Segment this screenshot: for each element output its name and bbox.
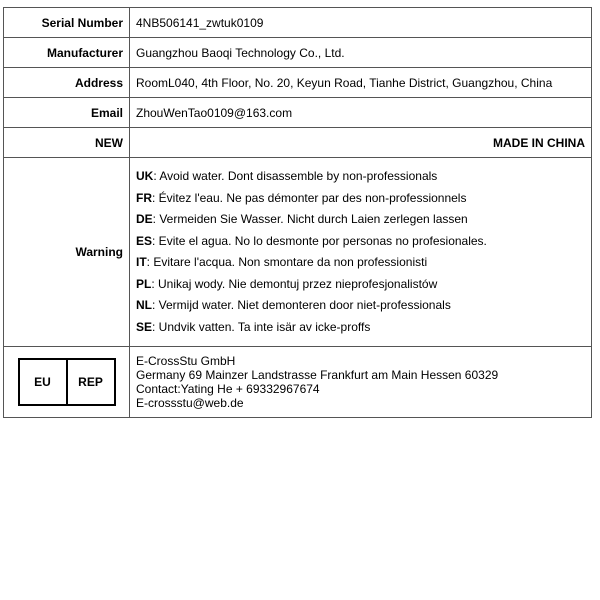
condition-label: NEW [4,128,130,158]
warning-text: : Évitez l'eau. Ne pas démonter par des non-professionnels [152,190,467,205]
warning-text: : Vermijd water. Niet demonteren door niet-professionals [152,298,451,312]
lang-code: DE [136,212,153,226]
manufacturer-value: Guangzhou Baoqi Technology Co., Ltd. [130,38,592,68]
lang-code: NL [136,298,152,312]
lang-code: IT [136,255,147,269]
email-row [4,98,592,128]
warning-line-pl [136,274,585,296]
lang-code: ES [136,233,153,248]
lang-code: FR [136,190,152,205]
warning-line-de [136,209,585,231]
email-value: ZhouWenTao0109@163.com [130,98,592,128]
warning-line-fr [136,188,585,210]
warning-line-es [136,231,585,253]
serial-number-row [4,8,592,38]
warning-line-se [136,317,585,339]
eu-symbol-text: EU [34,375,51,389]
manufacturer-row [4,38,592,68]
eu-rep-symbol-cell [4,347,130,418]
address-value: RoomL040, 4th Floor, No. 20, Keyun Road, Tianhe District, Guangzhou, China [130,68,592,98]
condition-row [4,128,592,158]
address-label: Address [4,68,130,98]
eu-rep-company: E-CrossStu GmbH [136,354,236,368]
eu-rep-address: Germany 69 Mainzer Landstrasse Frankfurt am Main Hessen 60329 [136,368,499,382]
lang-code: PL [136,276,152,291]
warning-text: : Avoid water. Dont disassemble by non-professionals [153,169,438,183]
eu-rep-details [130,347,592,418]
warning-line-it [136,252,585,274]
address-row [4,68,592,98]
warning-text: : Undvik vatten. Ta inte isär av icke-proffs [152,319,371,334]
email-label: Email [4,98,130,128]
warning-line-nl [136,295,585,317]
warning-text-block [130,158,592,347]
serial-number-value: 4NB506141_zwtuk0109 [130,8,592,38]
eu-rep-row [4,347,592,418]
rep-symbol-text: REP [66,360,114,404]
product-label-table [3,7,592,418]
eu-rep-contact: Contact:Yating He + 69332967674 [136,382,320,396]
lang-code: UK [136,169,154,183]
lang-code: SE [136,319,153,334]
warning-line-uk [136,166,585,188]
origin-value: MADE IN CHINA [130,128,592,158]
warning-text: : Evite el agua. No lo desmonte por personas no profesionales. [152,233,487,248]
warning-text: : Unikaj wody. Nie demontuj przez nieprofesjonalistów [151,276,438,291]
warning-text: : Evitare l'acqua. Non smontare da non professionisti [146,255,428,269]
warning-label: Warning [4,158,130,347]
serial-number-label: Serial Number [4,8,130,38]
manufacturer-label: Manufacturer [4,38,130,68]
warning-row [4,158,592,347]
eu-rep-email: E-crossstu@web.de [136,396,244,410]
eu-rep-symbol-icon [18,358,116,406]
warning-text: : Vermeiden Sie Wasser. Nicht durch Laien zerlegen lassen [152,212,468,226]
